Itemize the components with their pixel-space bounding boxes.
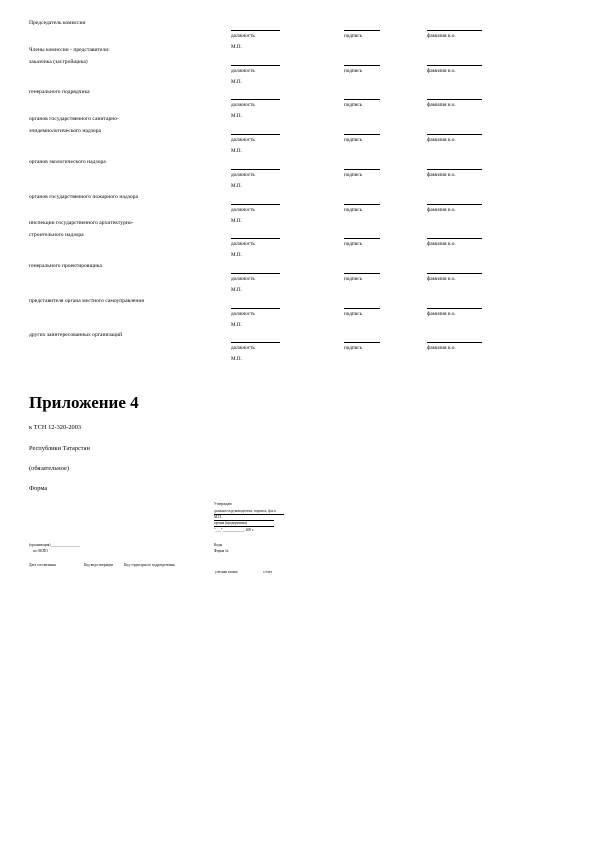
signature-line xyxy=(344,273,380,274)
signature-line xyxy=(344,169,380,170)
position-line xyxy=(231,30,280,31)
name-caption: фамилия и.о. xyxy=(427,275,456,282)
signatory-label: заказчика (застройщика) xyxy=(29,58,88,65)
name-caption: фамилия и.о. xyxy=(427,241,456,248)
bottom-col-3: Код структурного подразделения xyxy=(124,563,175,567)
name-caption: фамилия и.о. xyxy=(427,137,456,144)
name-caption: фамилия и.о. xyxy=(427,206,456,213)
signature-caption: подпись xyxy=(344,171,363,178)
signature-caption: подпись xyxy=(344,345,363,352)
signature-line xyxy=(344,342,380,343)
signature-caption: подпись xyxy=(344,275,363,282)
appendix-ref: к ТСН 12-320-2003 xyxy=(29,424,82,431)
approve-line-4: "___" ____________ 200 г. xyxy=(214,528,254,532)
name-line xyxy=(427,204,482,205)
approve-line-1: должность руководителя, подпись, ф.и.о. xyxy=(214,509,277,513)
position-line xyxy=(231,238,280,239)
approve-rule-1 xyxy=(214,514,284,515)
position-line xyxy=(231,65,280,66)
name-line xyxy=(427,273,482,274)
approve-line-2: М.П. xyxy=(214,515,222,519)
appendix-title: Приложение 4 xyxy=(29,393,139,412)
name-caption: фамилия и.о. xyxy=(427,171,456,178)
signature-caption: подпись xyxy=(344,241,363,248)
seal-mark: М.П. xyxy=(231,78,242,85)
signatory-label: органов экологического надзора xyxy=(29,158,106,165)
codes-label: Коды xyxy=(214,543,223,547)
seal-mark: М.П. xyxy=(231,252,242,259)
name-line xyxy=(427,30,482,31)
position-caption: должность xyxy=(231,137,255,144)
seal-mark: М.П. xyxy=(231,113,242,120)
name-caption: фамилия и.о. xyxy=(427,67,456,74)
position-caption: должность xyxy=(231,33,255,39)
signature-line xyxy=(344,238,380,239)
approve-rule-3 xyxy=(214,526,274,527)
signature-caption: подпись xyxy=(344,102,363,109)
signature-line xyxy=(344,308,380,309)
signature-line xyxy=(344,204,380,205)
appendix-region: Республики Татарстан xyxy=(29,445,90,452)
signature-caption: подпись xyxy=(344,206,363,213)
name-line xyxy=(427,99,482,100)
org-label: (организация) ________________ xyxy=(29,543,81,547)
position-caption: должность xyxy=(231,171,255,178)
position-caption: должность xyxy=(231,345,255,352)
bottom-col-1: Дата составления xyxy=(29,563,56,567)
approve-title: Утверждаю xyxy=(214,502,232,506)
codes-form: Форма № xyxy=(214,549,229,553)
signatory-label: инспекции государственного архитектурно- xyxy=(29,220,134,227)
name-line xyxy=(427,65,482,66)
seal-mark: М.П. xyxy=(231,217,242,224)
seal-mark: М.П. xyxy=(231,321,242,328)
name-line xyxy=(427,134,482,135)
position-line xyxy=(231,99,280,100)
position-caption: должность xyxy=(231,275,255,282)
position-line xyxy=(231,342,280,343)
signatory-label: генерального подрядчика xyxy=(29,89,90,96)
position-line xyxy=(231,134,280,135)
signature-line xyxy=(344,134,380,135)
name-caption: фамилия и.о. xyxy=(427,33,456,39)
seal-mark: М.П. xyxy=(231,148,242,155)
seal-mark: М.П. xyxy=(231,182,242,189)
name-caption: фамилия и.о. xyxy=(427,345,456,352)
signatory-label: генерального проектировщика xyxy=(29,262,102,269)
appendix-form: Форма xyxy=(29,485,48,492)
signatory-label: эпидемиологического надзора xyxy=(29,128,101,135)
okpo-label: по ОКПО xyxy=(33,549,48,553)
position-caption: должность xyxy=(231,206,255,213)
name-caption: фамилия и.о. xyxy=(427,310,456,317)
bottom-col-2: Код вида операции xyxy=(84,563,114,567)
position-line xyxy=(231,204,280,205)
bottom-col-5: с/счет xyxy=(263,570,273,574)
bottom-col-4: учетная запись xyxy=(215,570,238,574)
signatory-label: Члены комиссии - представители: xyxy=(29,46,110,53)
position-caption: должность xyxy=(231,310,255,317)
seal-mark: М.П. xyxy=(231,44,242,50)
signatory-label: представителя органа местного самоуправления xyxy=(29,297,144,304)
name-line xyxy=(427,342,482,343)
position-line xyxy=(231,273,280,274)
signatory-label: Председатель комиссии xyxy=(29,20,86,26)
signature-line xyxy=(344,99,380,100)
signature-line xyxy=(344,30,380,31)
position-line xyxy=(231,169,280,170)
seal-mark: М.П. xyxy=(231,356,242,363)
position-caption: должность xyxy=(231,67,255,74)
name-line xyxy=(427,308,482,309)
approve-line-3: органа (предприятия) xyxy=(214,521,248,525)
name-line xyxy=(427,169,482,170)
signature-caption: подпись xyxy=(344,137,363,144)
signatory-label: органов государственного пожарного надзора xyxy=(29,193,139,200)
signatory-label: органов государственного санитарно- xyxy=(29,116,119,123)
signature-line xyxy=(344,65,380,66)
position-caption: должность xyxy=(231,102,255,109)
position-line xyxy=(231,308,280,309)
signature-caption: подпись xyxy=(344,67,363,74)
signature-caption: подпись xyxy=(344,310,363,317)
seal-mark: М.П. xyxy=(231,286,242,293)
signatory-label: строительного надзора xyxy=(29,232,84,239)
name-line xyxy=(427,238,482,239)
signature-caption: подпись xyxy=(344,33,363,39)
position-caption: должность xyxy=(231,241,255,248)
appendix-status: (обязательное) xyxy=(29,465,69,472)
signatory-label: других заинтересованных организаций xyxy=(29,332,123,339)
name-caption: фамилия и.о. xyxy=(427,102,456,109)
